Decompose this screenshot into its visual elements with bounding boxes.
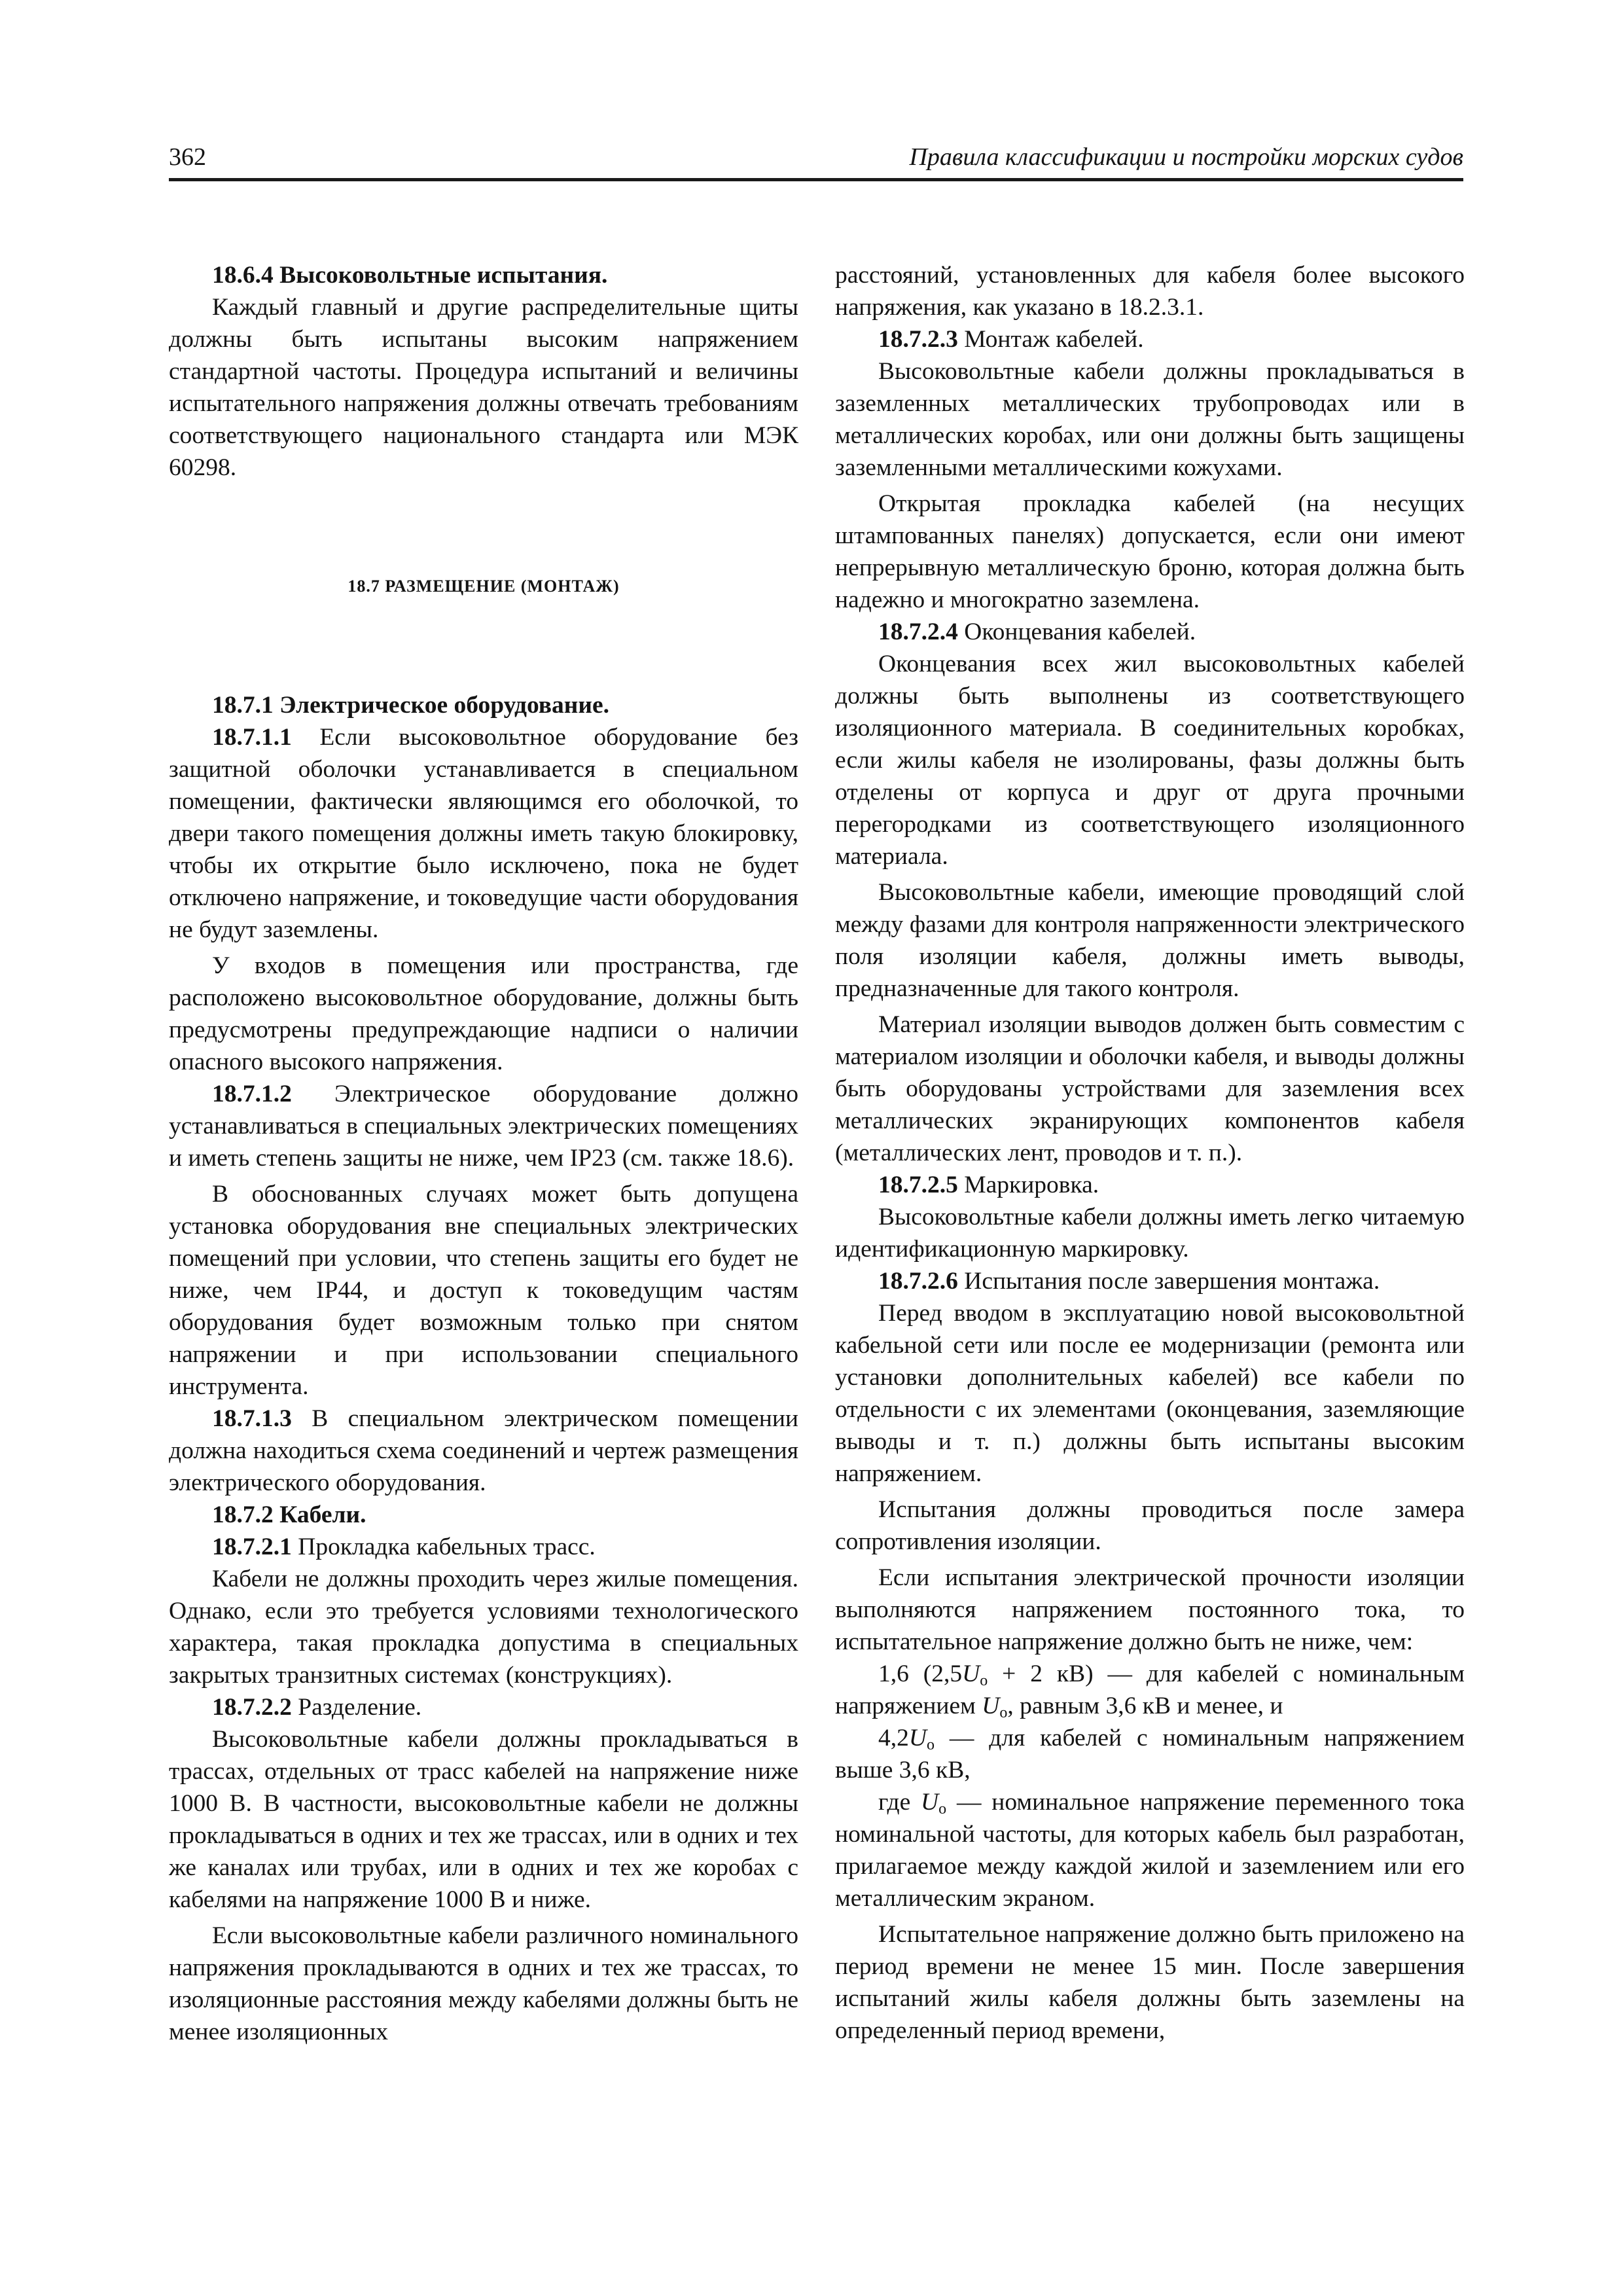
paragraph: У входов в помещения или пространства, где расположено высоковольтное оборудование, должны быть предусмотрены предупреждающие надписи о наличии опасного высокого напряжения. xyxy=(169,952,798,1075)
heading-18-6-4: 18.6.4 Высоковольтные испытания. xyxy=(212,262,608,289)
heading-18-7-1: 18.7.1 Электрическое оборудование. xyxy=(212,692,609,719)
paragraph: 18.7.1.1 Если высоковольтное оборудование без защитной оболочки устанавливается в специальном помещении, фактически являющимся его оболочкой, то двери такого помещения должны иметь такую блокировку, чтобы их открытие было исключено, пока не будет отключено напряжение, и токоведущие части оборудования не будут заземлены. xyxy=(169,724,798,943)
paragraph: В обоснованных случаях может быть допущена установка оборудования вне специальных электрических помещений при условии, что степень защиты его будет не ниже, чем IP44, и доступ к токоведущим частям оборудования будет возможным только при снятом напряжении и при использовании специального инструмента. xyxy=(169,1181,798,1400)
paragraph: Перед вводом в эксплуатацию новой высоковольтной кабельной сети или после ее модернизации (ремонта или установки дополнительных кабелей) все кабели по отдельности с их элементами (оконцевания, заземляющие выводы и т. п.) должны быть испытаны высоким напряжением. xyxy=(835,1300,1465,1487)
paragraph: 18.7.2.4 Оконцевания кабелей. xyxy=(878,619,1196,645)
paragraph: Испытания должны проводиться после замера сопротивления изоляции. xyxy=(835,1496,1465,1555)
paragraph: Каждый главный и другие распределительные щиты должны быть испытаны высоким напряжением стандартной частоты. Процедура испытаний и величины испытательного напряжения должны отвечать требованиям соответствующего национального стандарта или МЭК 60298. xyxy=(169,294,798,481)
paragraph: 18.7.2.5 Маркировка. xyxy=(878,1172,1099,1198)
paragraph: 18.7.1.2 Электрическое оборудование должно устанавливаться в специальных электрических помещениях и иметь степень защиты не ниже, чем IP23 (см. также 18.6). xyxy=(169,1081,798,1172)
left-column xyxy=(169,259,798,2048)
paragraph: 18.7.1.3 В специальном электрическом помещении должна находиться схема соединений и чертеж размещения электрического оборудования. xyxy=(169,1405,798,1496)
paragraph: Если высоковольтные кабели различного номинального напряжения прокладываются в одних и тех же трассах, то изоляционные расстояния между кабелями должны быть не менее изоляционных xyxy=(169,1922,798,2045)
paragraph: Высоковольтные кабели должны иметь легко читаемую идентификационную маркировку. xyxy=(835,1204,1465,1263)
paragraph: Открытая прокладка кабелей (на несущих штампованных панелях) допускается, если они имеют непрерывную металлическую броню, которая должна быть надежно и многократно заземлена. xyxy=(835,490,1465,613)
formula-paragraph: 1,6 ($2,5U_о + 2$ кВ) — для кабелей с номинальным напряжением $U_о$, равным 3,6 кВ и менее, и xyxy=(835,1660,1465,1721)
paragraph: 18.7.2.1 Прокладка кабельных трасс. xyxy=(212,1534,596,1560)
formula-paragraph: где $U_о$ — номинальное напряжение переменного тока номинальной частоты, для которых кабель был разработан, прилагаемое между каждой жилой и заземлением или его металлическим экраном. xyxy=(835,1789,1465,1912)
page-number: 362 xyxy=(169,143,206,171)
paragraph: 18.7.2.2 Разделение. xyxy=(212,1694,422,1721)
paragraph: Испытательное напряжение должно быть приложено на период времени не менее 15 мин. После завершения испытаний жилы кабеля должны быть заземлены на определенный период времени, xyxy=(835,1921,1465,2044)
paragraph: Материал изоляции выводов должен быть совместим с материалом изоляции и оболочки кабеля, и выводы должны быть оборудованы устройствами для заземления всех металлических экранирующих компонентов кабеля (металлических лент, проводов и т. п.). xyxy=(835,1011,1465,1166)
running-header xyxy=(169,139,1463,179)
paragraph: Высоковольтные кабели, имеющие проводящий слой между фазами для контроля напряженности электрического поля изоляции кабеля, должны иметь выводы, предназначенные для такого контроля. xyxy=(835,879,1465,1002)
paragraph: Оконцевания всех жил высоковольтных кабелей должны быть выполнены из соответствующего изоляционного материала. В соединительных коробках, если жилы кабеля не изолированы, фазы должны быть отделены от корпуса и друг от друга прочными перегородками из соответствующего изоляционного материала. xyxy=(835,651,1465,870)
paragraph: 18.7.2.6 Испытания после завершения монтажа. xyxy=(878,1268,1380,1295)
paragraph: Высоковольтные кабели должны прокладываться в трассах, отдельных от трасс кабелей на напряжение ниже 1000 В. В частности, высоковольтные кабели не должны прокладываться в одних и тех же трассах, или в одних и тех же каналах или трубах, или в одних и тех же коробах с кабелями на напряжение 1000 В и ниже. xyxy=(169,1726,798,1913)
paragraph: Если испытания электрической прочности изоляции выполняются напряжением постоянного тока, то испытательное напряжение должно быть не ниже, чем: xyxy=(835,1564,1465,1655)
header-rule xyxy=(169,178,1463,181)
paragraph: расстояний, установленных для кабеля более высокого напряжения, как указано в 18.2.3.1. xyxy=(835,262,1465,321)
paragraph: Кабели не должны проходить через жилые помещения. Однако, если это требуется условиями технологического характера, такая прокладка допустима в специальных закрытых транзитных системах (конструкциях). xyxy=(169,1566,798,1689)
paragraph: Высоковольтные кабели должны прокладываться в заземленных металлических трубопроводах или в металлических коробах, или они должны быть защищены заземленными металлическими кожухами. xyxy=(835,358,1465,481)
formula-paragraph: $4,2U_о$ — для кабелей с номинальным напряжением выше 3,6 кВ, xyxy=(835,1725,1465,1784)
running-title: Правила классификации и постройки морских судов xyxy=(909,143,1463,171)
paragraph: 18.7.2.3 Монтаж кабелей. xyxy=(878,326,1144,353)
right-column xyxy=(835,259,1465,2047)
heading-18-7-2: 18.7.2 Кабели. xyxy=(212,1501,366,1528)
section-title: 18.7 РАЗМЕЩЕНИЕ (МОНТАЖ) xyxy=(348,577,620,596)
